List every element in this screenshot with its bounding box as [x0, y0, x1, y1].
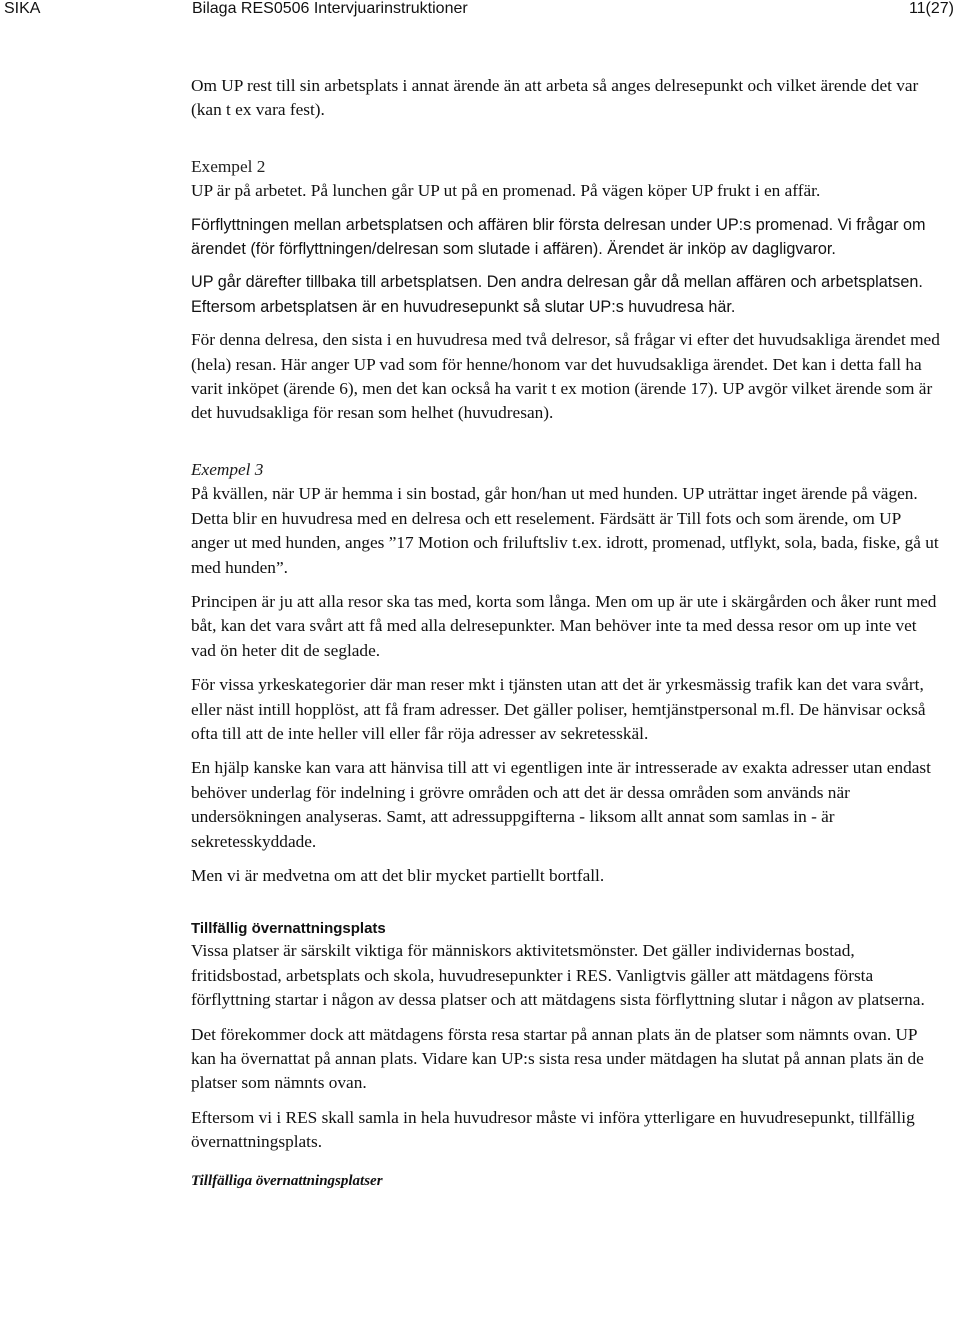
paragraph-vissa-platser: Vissa platser är särskilt viktiga för människors aktivitetsmönster. Det gäller individernas bostad, fritidsbostad, arbetsplats och skola, huvudresepunkter i RES. Vanligtvis gäller att mätdagens första förflyttning startar i någon av dessa platser och att mätdagens sista förflyttning slutar i någon av platserna.: [191, 941, 925, 1010]
example-2-paragraph-2: Förflyttningen mellan arbetsplatsen och affären blir första delresan under UP:s promenad. Vi frågar om ärendet (för förflyttningen/delresan som slutade i affären). Ärendet är inköp av dagligvaror.: [191, 215, 926, 259]
section-heading-tillfallig-overnattningsplats: Tillfällig övernattningsplats: [191, 920, 386, 938]
paragraph-delresepunkt: Om UP rest till sin arbetsplats i annat ärende än att arbeta så anges delresepunkt och vilket ärende det var (kan t ex vara fest).: [191, 76, 919, 120]
paragraph-principen: Principen är ju att alla resor ska tas med, korta som långa. Men om up är ute i skärgården och åker runt med båt, kan det vara svårt att få med alla delresepunkter. Man behöver inte ta med dessa resor om up inte vet vad ön heter dit de seglade.: [191, 591, 937, 660]
header-document-title: Bilaga RES0506 Intervjuarinstruktioner: [192, 0, 468, 17]
header-org: SIKA: [4, 0, 41, 17]
example-2-paragraph-4: För denna delresa, den sista i en huvudresa med två delresor, så frågar vi efter det huvudsakliga ärendet med (hela) resan. Här anger UP vad som för henne/honom var det huvudsakliga ärendet. Det kan i detta fall ha varit inköpet (ärende 6), men det kan också ha varit t ex motion (ärende 17). UP avgör vilket ärende som är det huvudsakliga för resan som helhet (huvudresan).: [191, 330, 940, 423]
example-2-paragraph-1: UP är på arbetet. På lunchen går UP ut på en promenad. På vägen köper UP frukt i en affär.: [191, 181, 821, 201]
example-2-label: Exempel 2: [191, 156, 266, 176]
page-header: [0, 0, 960, 22]
example-3-label: Exempel 3: [191, 459, 264, 479]
paragraph-hjalp: En hjälp kanske kan vara att hänvisa till att vi egentligen inte är intresserade av exakta adresser utan endast behöver underlag för indelning i grövre områden och att det är dessa områden som används när undersökningen analyseras. Samt, att adressuppgifterna - liksom allt annat som samlas in - är sekretesskyddade.: [191, 758, 931, 851]
paragraph-yrkeskategorier: För vissa yrkeskategorier där man reser mkt i tjänsten utan att det är yrkesmässig trafik kan det vara svårt, eller näst intill hopplöst, att få fram adresser. Det gäller poliser, hemtjänstpersonal m.fl. De hänvisar också ofta till att de inte heller vill eller får röja adresser av sekretesskäl.: [191, 675, 926, 743]
example-3-paragraph-1: På kvällen, när UP är hemma i sin bostad, går hon/han ut med hunden. UP uträttar inget ärende på vägen. Detta blir en huvudresa med en delresa och ett reselement. Färdsätt är Till fots och som ärende, om UP anger ut med hunden, anges ”17 Motion och friluftsliv t.ex. idrott, promenad, utflykt, sola, bada, fiske, gå ut med hunden”.: [191, 484, 939, 577]
header-page-number: 11(27): [908, 0, 954, 17]
subheading-tillfalliga-overnattningsplatser: Tillfälliga övernattningsplatser: [191, 1172, 383, 1189]
paragraph-eftersom: Eftersom vi i RES skall samla in hela huvudresor måste vi införa ytterligare en huvudresepunkt, tillfällig övernattningsplats.: [191, 1107, 915, 1152]
paragraph-forekommer: Det förekommer dock att mätdagens första resa startar på annan plats än de platser som nämnts ovan. UP kan ha övernattat på annan plats. Vidare kan UP:s sista resa under mätdagen ha slutat på annan plats än de platser som nämnts ovan.: [191, 1024, 924, 1093]
example-2-paragraph-3: UP går därefter tillbaka till arbetsplatsen. Den andra delresan går då mellan affären och arbetsplatsen. Eftersom arbetsplatsen är en huvudresepunkt så slutar UP:s huvudresa här.: [191, 273, 923, 316]
paragraph-bortfall: Men vi är medvetna om att det blir mycket partiellt bortfall.: [191, 865, 605, 885]
document-body: [191, 74, 943, 1191]
